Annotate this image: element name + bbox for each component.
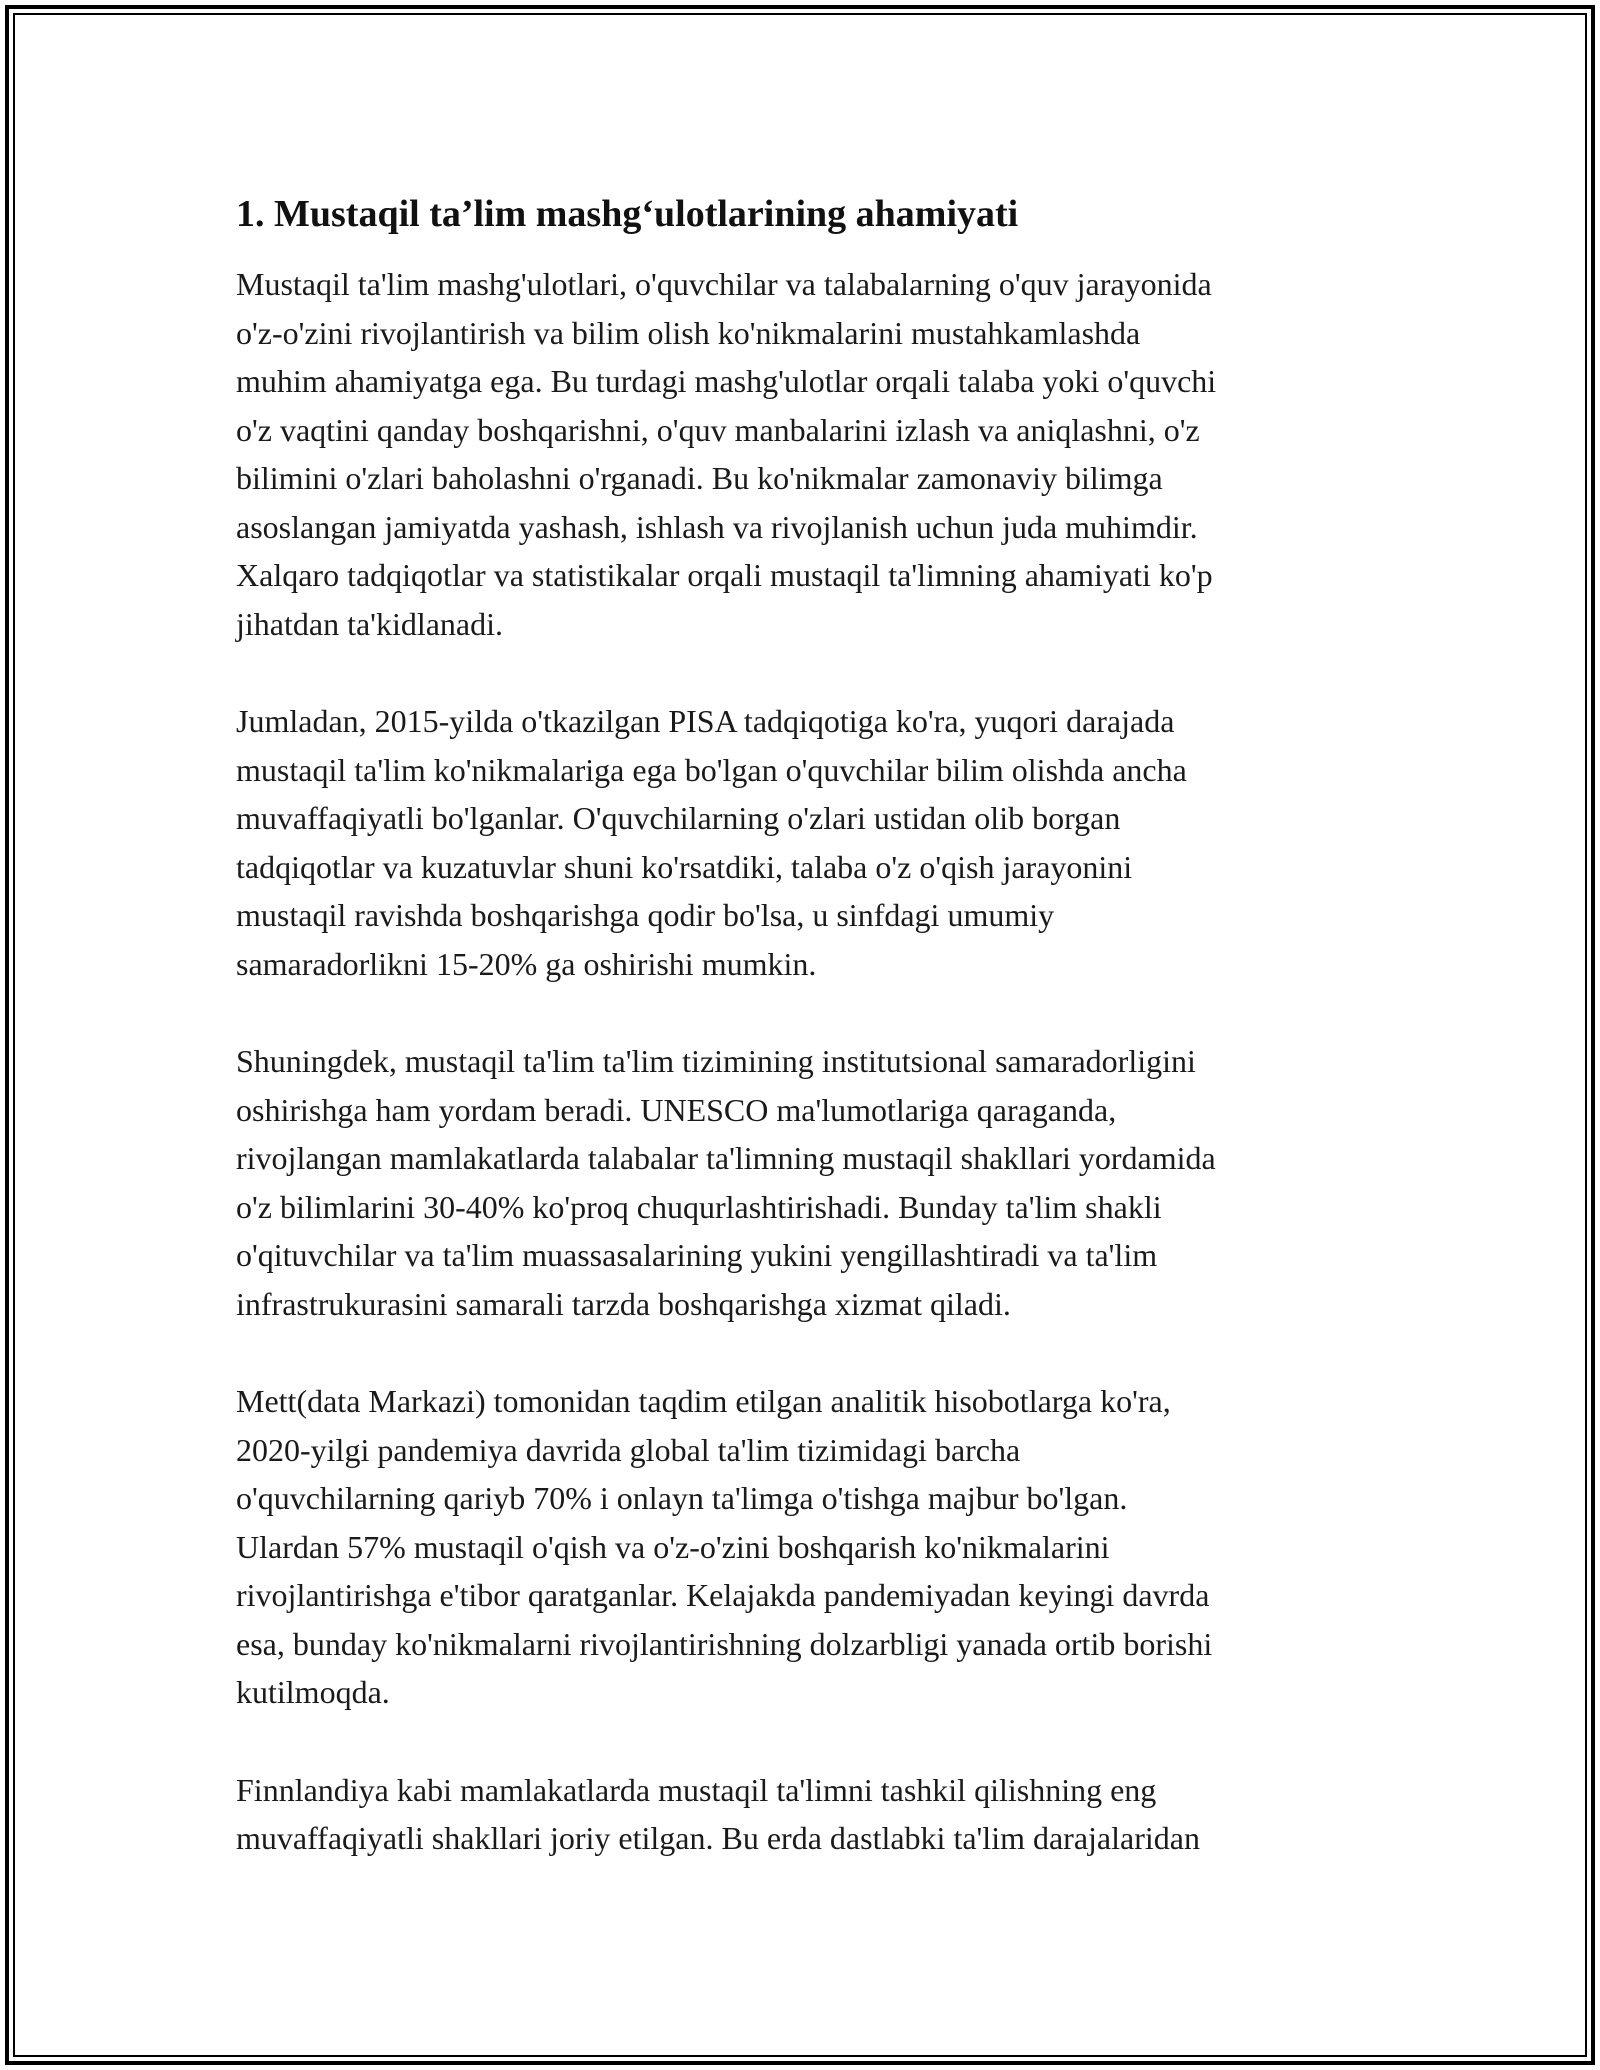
paragraph [236, 1377, 1366, 1717]
paragraph-line: esa, bunday ko'nikmalarni rivojlantirishning dolzarbligi yanada ortib borishi [236, 1625, 1213, 1662]
paragraph-line: 2020-yilgi pandemiya davrida global ta'lim tizimidagi barcha [236, 1431, 1021, 1468]
paragraph-line: Mett(data Markazi) tomonidan taqdim etilgan analitik hisobotlarga ko'ra, [236, 1383, 1171, 1419]
paragraph [236, 1037, 1366, 1328]
paragraph-line: Shuningdek, mustaqil ta'lim ta'lim tizimining institutsional samaradorligini [236, 1043, 1196, 1079]
paragraph-line: jihatdan ta'kidlanadi. [236, 605, 504, 642]
paragraph [236, 697, 1366, 988]
paragraph [236, 1766, 1366, 1863]
paragraph-line: kutilmoqda. [236, 1674, 390, 1710]
paragraphs-container [236, 260, 1366, 1863]
paragraph-line: mustaqil ravishda boshqarishga qodir bo'lsa, u sinfdagi umumiy [236, 897, 1055, 933]
paragraph-line: o'z bilimlarini 30-40% ko'proq chuqurlashtirishadi. Bunday ta'lim shakli [236, 1188, 1162, 1225]
paragraph-line: Ulardan 57% mustaqil o'qish va o'z-o'zini boshqarish ko'nikmalarini [236, 1528, 1110, 1565]
paragraph-line: muhim ahamiyatga ega. Bu turdagi mashg'ulotlar orqali talaba yoki o'quvchi [236, 363, 1217, 399]
paragraph-line: rivojlantirishga e'tibor qaratganlar. Kelajakda pandemiyadan keyingi davrda [236, 1577, 1210, 1613]
paragraph-line: muvaffaqiyatli bo'lganlar. O'quvchilarning o'zlari ustidan olib borgan [236, 800, 1121, 836]
paragraph-line: tadqiqotlar va kuzatuvlar shuni ko'rsatdiki, talaba o'z o'qish jarayonini [236, 848, 1133, 885]
section-heading: 1. Mustaqil ta’lim mashg‘ulotlarining ahamiyati [236, 193, 1019, 235]
paragraph-line: asoslangan jamiyatda yashash, ishlash va rivojlanish uchun juda muhimdir. [236, 508, 1198, 545]
paragraph-line: Xalqaro tadqiqotlar va statistikalar orqali mustaqil ta'limning ahamiyati ko'p [236, 557, 1213, 593]
paragraph-line: infrastrukurasini samarali tarzda boshqarishga xizmat qiladi. [236, 1285, 1011, 1322]
paragraph-line: Finnlandiya kabi mamlakatlarda mustaqil ta'limni tashkil qilishning eng [236, 1771, 1157, 1808]
paragraph-line: o'z vaqtini qanday boshqarishni, o'quv manbalarini izlash va aniqlashni, o'z [236, 411, 1200, 448]
paragraph-line: muvaffaqiyatli shakllari joriy etilgan. Bu erda dastlabki ta'lim darajalaridan [236, 1820, 1200, 1856]
paragraph-line: mustaqil ta'lim ko'nikmalariga ega bo'lgan o'quvchilar bilim olishda ancha [236, 751, 1187, 788]
paragraph-line: o'qituvchilar va ta'lim muassasalarining yukini yengillashtiradi va ta'lim [236, 1237, 1158, 1273]
paragraph-line: bilimini o'zlari baholashni o'rganadi. Bu ko'nikmalar zamonaviy bilimga [236, 460, 1163, 496]
document-body [236, 188, 1366, 1912]
paragraph-line: rivojlangan mamlakatlarda talabalar ta'limning mustaqil shakllari yordamida [236, 1140, 1216, 1176]
paragraph-line: oshirishga ham yordam beradi. UNESCO ma'lumotlariga qaraganda, [236, 1091, 1117, 1128]
paragraph-line: o'quvchilarning qariyb 70% i onlayn ta'limga o'tishga majbur bo'lgan. [236, 1480, 1128, 1516]
paragraph-line: o'z-o'zini rivojlantirish va bilim olish ko'nikmalarini mustahkamlashda [236, 314, 1141, 351]
paragraph [236, 260, 1366, 648]
paragraph-line: Mustaqil ta'lim mashg'ulotlari, o'quvchilar va talabalarning o'quv jarayonida [236, 266, 1212, 302]
paragraph-line: samaradorlikni 15-20% ga oshirishi mumkin. [236, 945, 817, 982]
paragraph-line: Jumladan, 2015-yilda o'tkazilgan PISA tadqiqotiga ko'ra, yuqori darajada [236, 703, 1175, 739]
